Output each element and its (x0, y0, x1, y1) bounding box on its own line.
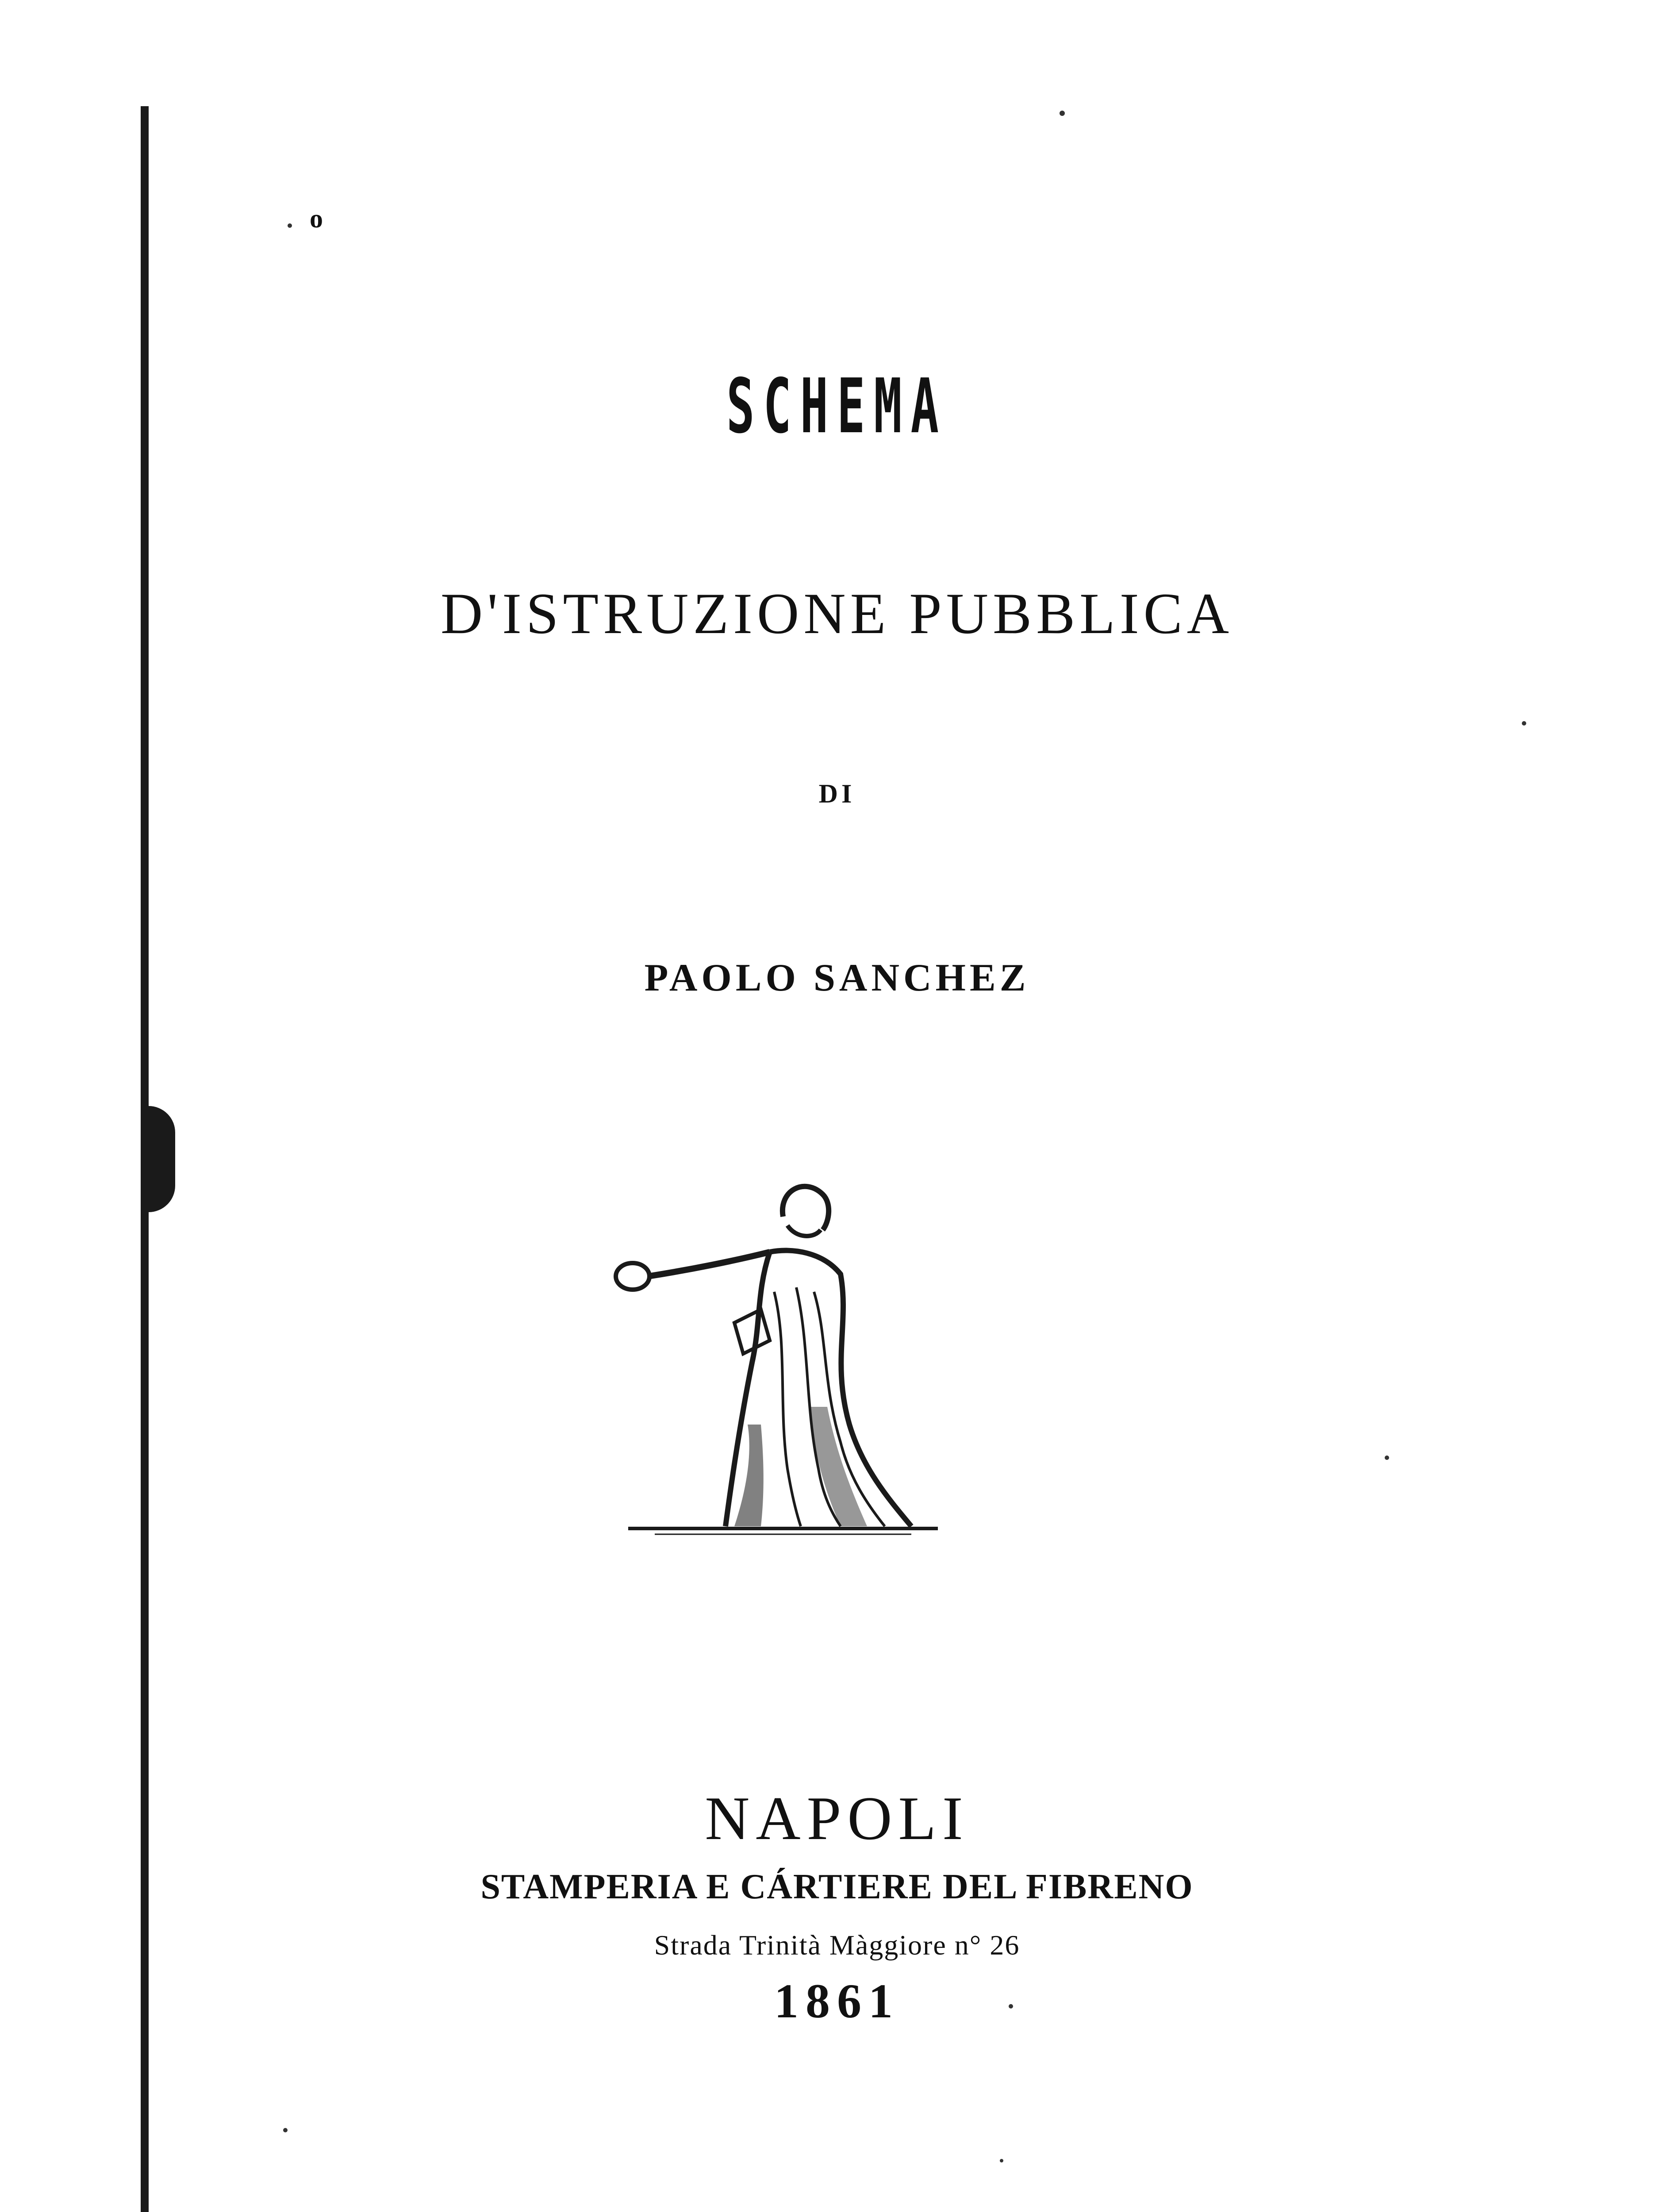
imprint-year: 1861 (774, 1974, 900, 2028)
scan-speck (283, 2128, 288, 2132)
imprint-printer: STAMPERIA E CÁRTIERE DEL FIBRENO (480, 1867, 1194, 1906)
minerva-figure-icon (602, 1177, 947, 1540)
imprint-city: NAPOLI (705, 1784, 969, 1853)
book-subtitle: D'ISTRUZIONE PUBBLICA (440, 581, 1234, 646)
scan-speck (1000, 2159, 1003, 2162)
page-mark: o (310, 204, 323, 233)
book-title: SCHEMA (726, 363, 948, 450)
scan-speck (1385, 1455, 1389, 1460)
imprint-address: Strada Trinità Màggiore n° 26 (654, 1929, 1020, 1961)
scan-speck (1060, 111, 1065, 116)
author-name: PAOLO SANCHEZ (644, 956, 1030, 999)
scan-speck (288, 223, 292, 228)
author-preposition: DI (818, 779, 856, 808)
scan-speck (1522, 721, 1526, 726)
scan-speck (1009, 2004, 1013, 2008)
binding-notch (149, 1106, 175, 1212)
